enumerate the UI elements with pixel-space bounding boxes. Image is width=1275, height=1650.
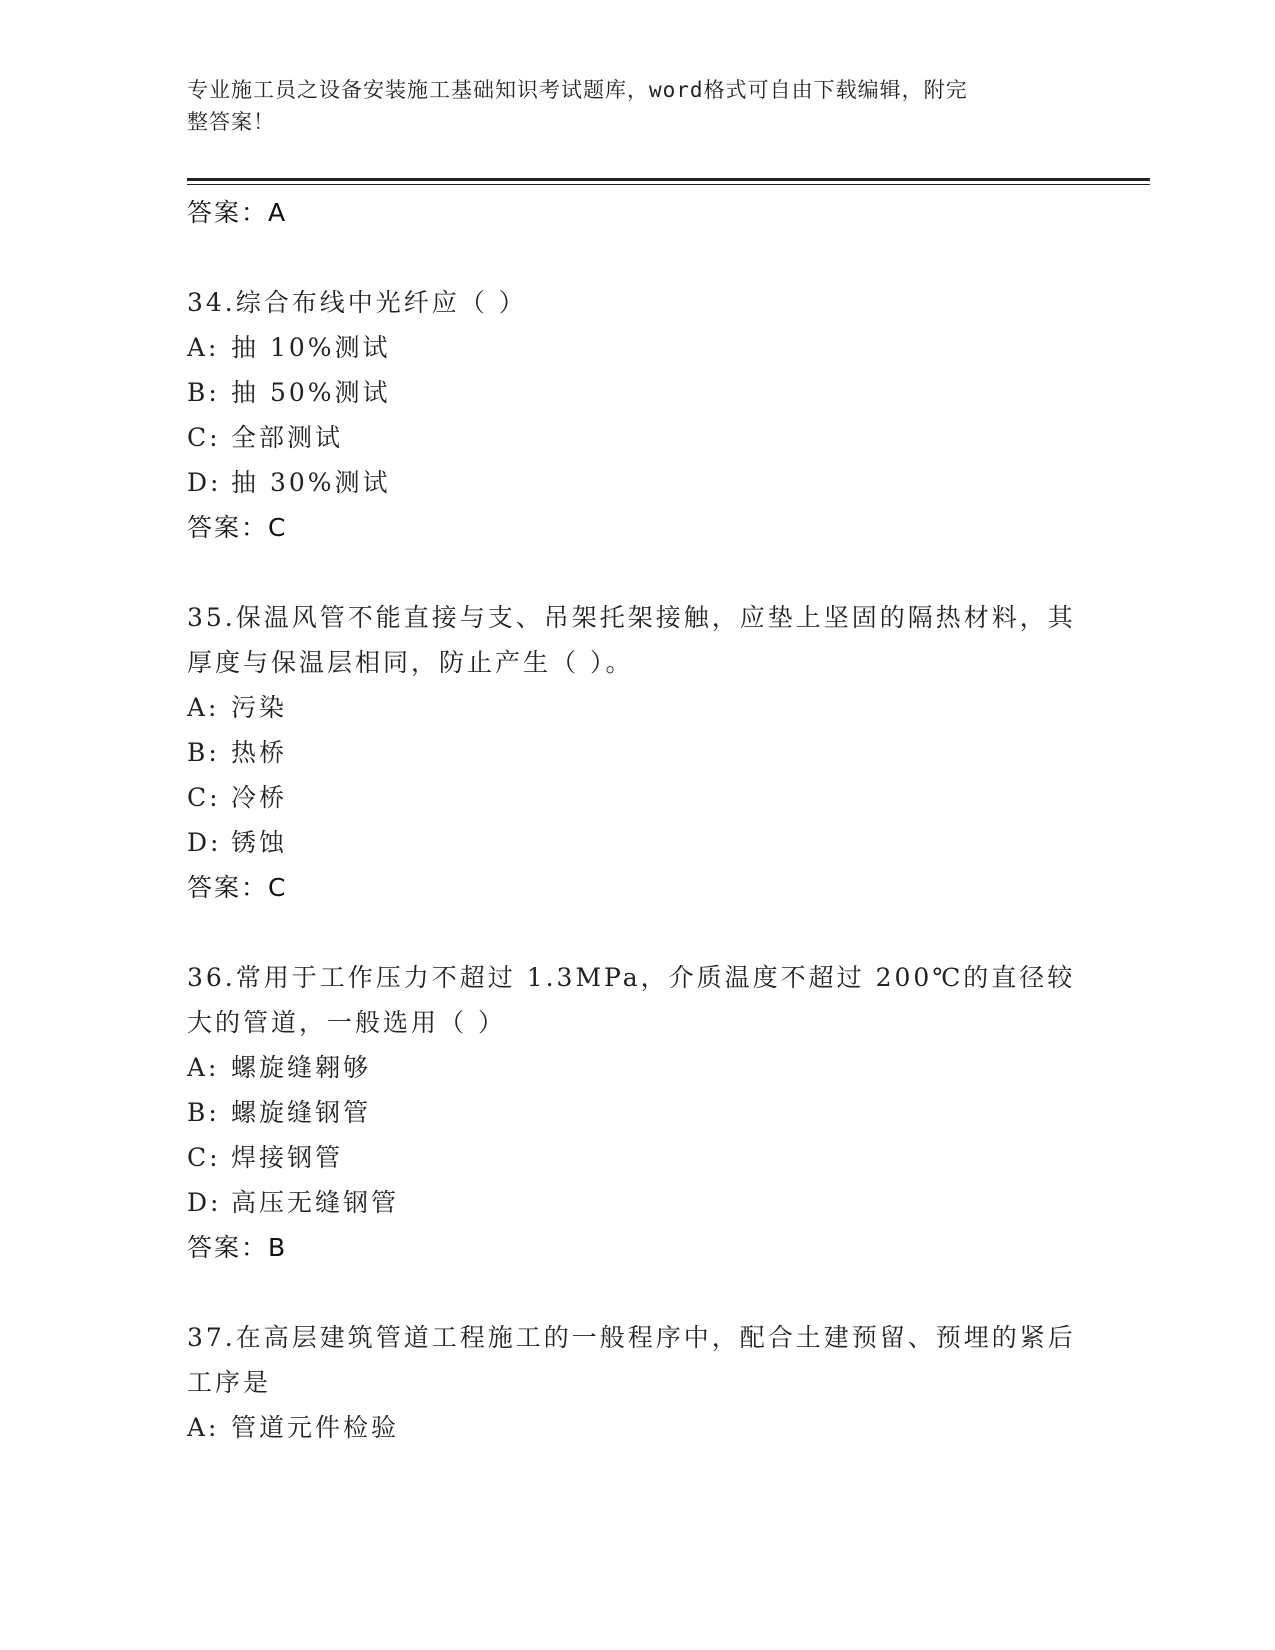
option-a: [187, 325, 1087, 370]
option-c: [187, 1135, 1087, 1180]
question-list: [187, 190, 1087, 1494]
question-35: [187, 595, 1087, 911]
option-key: B:: [187, 1098, 220, 1127]
option-key: B:: [187, 378, 220, 407]
option-key: C:: [187, 423, 221, 452]
option-key: D:: [187, 1188, 222, 1217]
question-34: [187, 280, 1087, 551]
option-a: [187, 685, 1087, 730]
option-b: [187, 730, 1087, 775]
header-divider-thin: [187, 184, 1150, 185]
header-line-2: 整答案！: [187, 110, 275, 134]
question-stem: 36.常用于工作压力不超过 1.3MPa，介质温度不超过 200℃的直径较大的管道，一般选用（ ）: [187, 963, 1076, 1037]
option-d: [187, 820, 1087, 865]
option-key: A:: [187, 693, 220, 722]
option-text: 锈蚀: [231, 828, 288, 857]
header-divider-thick: [187, 178, 1150, 181]
question-36: [187, 955, 1087, 1271]
option-text: 抽 50%测试: [231, 378, 391, 407]
option-c: [187, 775, 1087, 820]
option-a: [187, 1045, 1087, 1090]
option-key: A:: [187, 1053, 220, 1082]
option-c: [187, 415, 1087, 460]
option-text: 抽 30%测试: [231, 468, 391, 497]
option-text: 抽 10%测试: [231, 333, 391, 362]
option-d: [187, 1180, 1087, 1225]
option-key: B:: [187, 738, 220, 767]
option-b: [187, 370, 1087, 415]
option-key: D:: [187, 468, 222, 497]
question-stem: 34.综合布线中光纤应（ ）: [187, 288, 527, 317]
option-text: 螺旋缝钢管: [231, 1098, 372, 1127]
option-key: A:: [187, 333, 220, 362]
option-text: 热桥: [231, 738, 288, 767]
header-line-1: 专业施工员之设备安装施工基础知识考试题库，word格式可自由下载编辑，附完: [187, 78, 968, 102]
option-key: D:: [187, 828, 222, 857]
answer-line: 答案：C: [187, 513, 288, 542]
option-text: 污染: [231, 693, 288, 722]
question-stem: 37.在高层建筑管道工程施工的一般程序中，配合土建预留、预埋的紧后工序是: [187, 1323, 1076, 1397]
option-text: 螺旋缝翱够: [231, 1053, 372, 1082]
option-key: A:: [187, 1413, 220, 1442]
answer-line: 答案：B: [187, 1233, 288, 1262]
previous-answer: 答案：A: [187, 198, 288, 227]
document-header: [187, 74, 1067, 138]
option-key: C:: [187, 783, 221, 812]
option-d: [187, 460, 1087, 505]
option-a: [187, 1405, 1087, 1450]
answer-line: 答案：C: [187, 873, 288, 902]
question-stem: 35.保温风管不能直接与支、吊架托架接触，应垫上坚固的隔热材料，其厚度与保温层相同，防止产生（ ）。: [187, 603, 1076, 677]
option-text: 高压无缝钢管: [231, 1188, 400, 1217]
option-b: [187, 1090, 1087, 1135]
option-text: 焊接钢管: [231, 1143, 344, 1172]
question-37: [187, 1315, 1087, 1450]
option-key: C:: [187, 1143, 221, 1172]
option-text: 冷桥: [231, 783, 288, 812]
option-text: 全部测试: [231, 423, 344, 452]
option-text: 管道元件检验: [231, 1413, 400, 1442]
